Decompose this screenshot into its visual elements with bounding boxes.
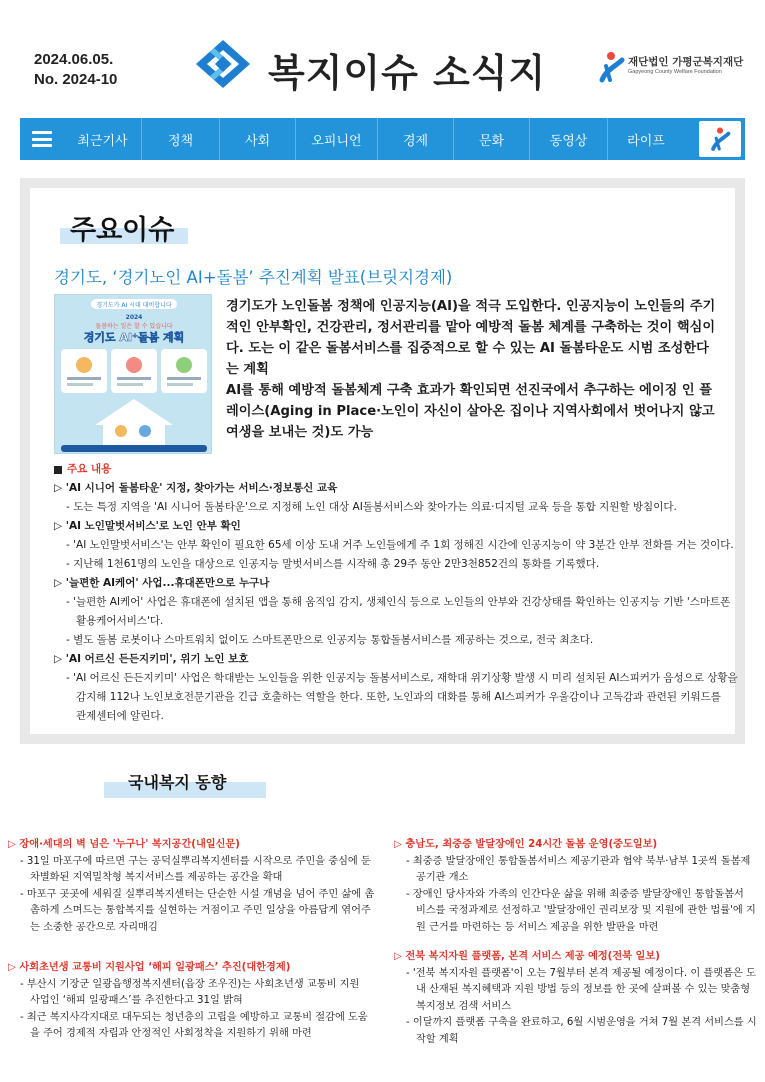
nav-item-culture[interactable]: 문화 [454,118,530,160]
news-line: - 장애인 당사자와 가족의 인간다운 삶을 위해 최중증 발달장애인 통합돌봄서 [406,888,744,900]
newsletter-title: 복지이슈 소식지 [268,51,547,95]
issue-date: 2024.06.05. [34,51,114,68]
poster-title: 경기도 AI⁺돌봄 계획 [83,331,185,344]
news-title[interactable]: ▷ 사회초년생 교통비 지원사업 ‘해피 일광패스’ 추진(대한경제) [8,962,291,973]
nav-item-society[interactable]: 사회 [220,118,296,160]
news-line: - 최근 복지사각지대로 대두되는 청년층의 고립을 예방하고 교통비 절감에 도움 [20,1011,368,1023]
blue-diamond-logo-icon [194,38,252,90]
news-line: - 최중증 발달장애인 통합돌봄서비스 제공기관과 협약 북부·남부 1곳씩 돌봄제 [406,855,751,867]
key-point-2-detail-2: - 지난해 1천61명의 노인을 대상으로 인공지능 말벗서비스를 시작해 총 29주 동안 2만3천852건의 통화를 기록했다. [66,558,600,570]
news-line: 차별화된 지역밀착형 복지서비스를 제공하는 공간을 확대 [30,872,283,883]
news-line: - 마포구 곳곳에 세워질 실뿌리복지센터는 단순한 시설 개념을 넘어 주민 삶에 촘 [20,888,375,900]
poster-year: 2024 [125,314,143,321]
newsletter-header [0,0,765,112]
news-title[interactable]: ▷ 전북 복지자원 플랫폼, 본격 서비스 제공 예정(전북 일보) [394,951,660,962]
square-bullet-icon [54,466,62,474]
key-point-4-detail-1b: 감지해 112나 노인보호전문기관을 긴급 호출하는 역할을 한다. 또한, 노인과의 대화를 통해 AI스피커가 우울감이나 고독감과 관련된 키워드를 [76,691,721,703]
foundation-name: 재단법인 가평군복지재단 [628,56,744,68]
news-item-left-1 [8,837,380,936]
domestic-title: 국내복지 동향 [128,773,227,792]
key-point-3-detail-1a: - '늘편한 AI케어' 사업은 휴대폰에 설치된 앱을 통해 움직임 감지, 생체인식 등으로 노인들의 안부와 건강상태를 확인하는 인공지능 기반 '스마트폰 [66,596,731,608]
key-point-3-detail-2: - 별도 돌봄 로봇이나 스마트워치 없이도 스마트폰만으로 인공지능 통합돌봄서비스를 제공하는 것으로, 전국 최초다. [66,634,594,646]
news-line: - 부산시 기장군 일광읍행정복지센터(읍장 조우진)는 사회초년생 교통비 지원 [20,978,360,990]
news-line: 을 주어 경제적 자립과 안정적인 사회정착을 지원하기 위해 마련 [30,1028,312,1039]
issue-info [34,50,117,90]
issue-number: No. 2024-10 [34,71,118,88]
news-line: - '전북 복지자원 플랫폼'이 오는 7월부터 본격 제공될 예정이다. 이 플랫폼은 도 [406,967,756,979]
news-line: 비스를 국정과제로 선정하고 '발달장애인 권리보장 및 지원에 관한 법률'에 지 [416,905,756,916]
news-line: 촘하게 스며드는 통합복지를 실현하는 거점이고 주민 일상을 아름답게 엮어주 [30,905,371,916]
domestic-section-heading [104,770,266,800]
article-headline[interactable]: 경기도, ‘경기노인 AI+돌봄’ 추진계획 발표(브릿지경제) [54,268,453,287]
news-line: 사업인 ‘해피 일광패스’를 추진한다고 31일 밝혀 [30,995,243,1006]
key-point-1: ▷ 'AI 시니어 돌봄타운' 지정, 찾아가는 서비스·정보통신 교육 [54,482,338,494]
poster-top-line: 경기도가 AI 시대 대비합니다 [96,302,172,309]
key-point-4-detail-1a: - 'AI 어르신 든든지키미' 사업은 학대받는 노인들을 위한 인공지능 돌봄서비스로, 재학대 위기상황 발생 시 미리 설치된 AI스피커가 음성으로 상황을 [66,672,738,684]
key-point-4: ▷ 'AI 어르신 든든지키미', 위기 노인 보호 [54,653,249,665]
news-title[interactable]: ▷ 충남도, 최중증 발달장애인 24시간 돌봄 운영(중도일보) [394,839,658,850]
section-title: 주요이슈 [70,215,175,246]
news-title[interactable]: ▷ 장애·세대의 벽 넘은 '누구나' 복지공간(내일신문) [8,839,240,850]
nav-item-economy[interactable]: 경제 [378,118,454,160]
key-point-3: ▷ '늘편한 AI케어' 사업...휴대폰만으로 누구나 [54,577,270,589]
intro-paragraph-2: AI를 통해 예방적 돌봄체계 구축 효과가 확인되면 선진국에서 추구하는 에이징 인 플레이스(Aging in Place·노인이 자신이 살아온 집이나 지역사회에서 벗어나지 않고 여생을 보내는 것)도 가능 [226,383,715,440]
news-item-left-2 [8,960,380,1043]
news-line: 내 산재된 복지혜택과 지원 방법 등의 정보를 한 곳에 살펴볼 수 있는 맞춤형 [416,984,751,995]
nav-item-opinion[interactable]: 오피니언 [296,118,378,160]
foundation-brand [596,50,746,86]
key-points [54,460,738,726]
nav-item-life[interactable]: 라이프 [627,133,665,149]
nav-item-recent[interactable]: 최근기사 [64,118,142,160]
intro-paragraph-1: 경기도가 노인돌봄 정책에 인공지능(AI)을 적극 도입한다. 인공지능이 노인들의 주기적인 안부확인, 건강관리, 정서관리를 맡아 예방적 돌봄 체계를 구축하는 것이 핵심이다. 도는 이 같은 돌봄서비스를 집중적으로 할 수 있는 AI 돌봄타운도 시범 조성한다는 계획 [226,299,716,377]
news-line: 작할 계획 [416,1033,459,1045]
poster-line2: 돌봄하는 일은 할 수 있습니다 [95,323,173,330]
foundation-english-name: Gapyeong County Welfare Foundation [628,69,722,75]
foundation-logo-icon [596,50,626,84]
news-line: 공기관 개소 [416,872,469,883]
article-intro [226,296,720,443]
key-points-label: 주요 내용 [67,463,112,475]
news-item-right-2 [394,949,760,1048]
news-line: - 31일 마포구에 따르면 구는 공덕실뿌리복지센터를 시작으로 주민을 중심에 둔 [20,855,371,867]
news-line: 복지정보 검색 서비스 [416,1000,512,1012]
nav-item-policy[interactable]: 정책 [142,118,220,160]
news-item-right-1 [394,837,760,936]
news-line: 원 근거를 마련하는 등 서비스 제공을 위한 발판을 마련 [416,921,659,933]
key-point-2: ▷ 'AI 노인말벗서비스'로 노인 안부 확인 [54,520,241,532]
hamburger-menu-icon[interactable] [20,118,64,160]
key-point-1-detail: - 도는 특정 지역을 'AI 시니어 돌봄타운'으로 지정해 노인 대상 AI돌봄서비스와 찾아가는 의료·디지털 교육 등을 통합 지원할 방침이다. [66,501,677,513]
key-point-4-detail-1c: 관제센터에 알린다. [76,710,164,722]
article-poster-image [54,294,212,454]
news-line: 는 소중한 공간으로 자리매김 [30,921,158,933]
main-navigation [20,118,745,160]
key-points-heading [54,460,730,479]
foundation-logo-icon[interactable] [699,121,741,157]
news-line: - 이달까지 플랫폼 구축을 완료하고, 6월 시범운영을 거쳐 7월 본격 서비스를 시 [406,1017,757,1028]
key-point-2-detail-1: - 'AI 노인말벗서비스'는 안부 확인이 필요한 65세 이상 도내 거주 노인들에게 주 1회 정해진 시간에 인공지능이 약 3분간 안부 전화를 거는 것이다. [66,539,734,551]
key-point-3-detail-1b: 활용케어서비스'다. [76,615,164,627]
nav-item-video[interactable]: 동영상 [530,118,608,160]
